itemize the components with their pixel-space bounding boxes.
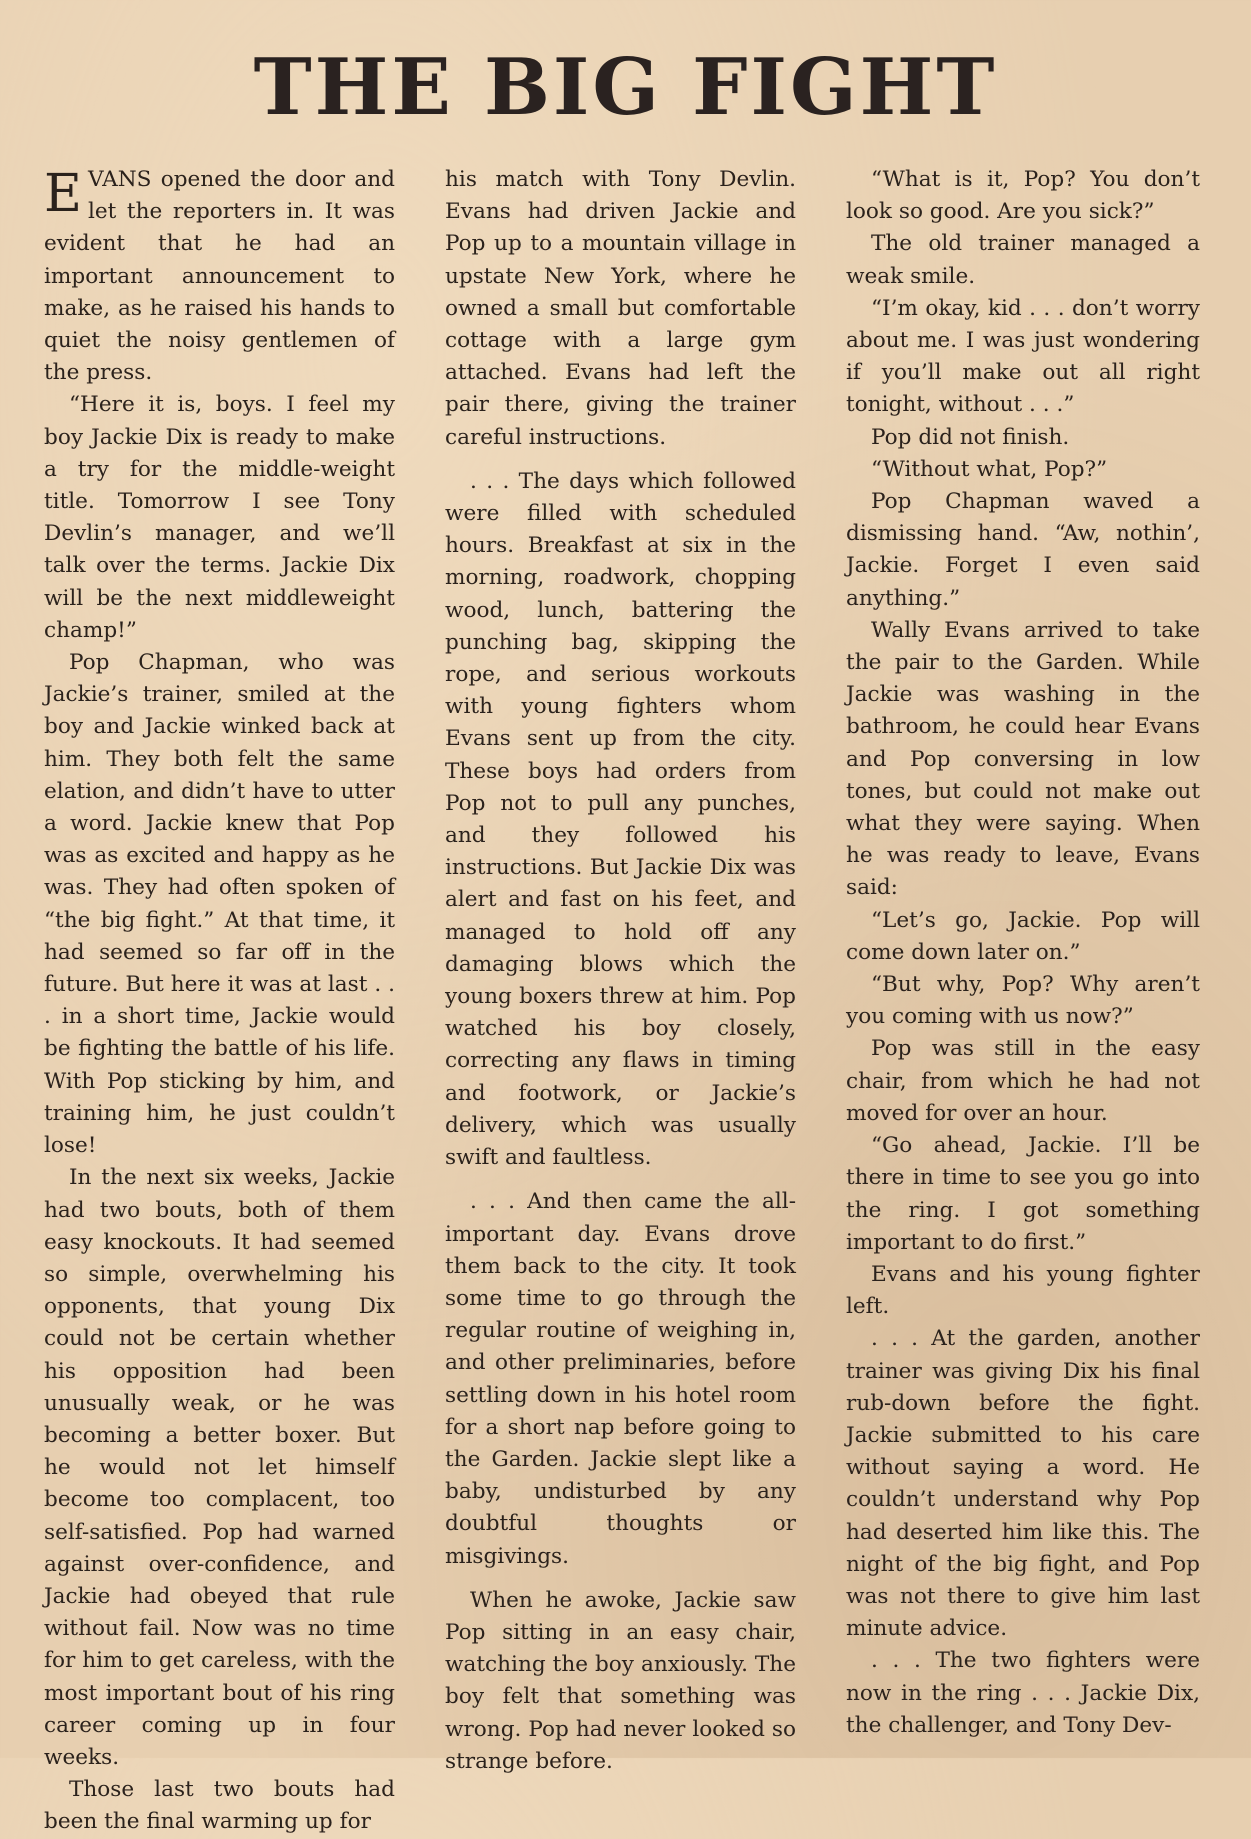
paragraph: “What is it, Pop? You don’t look so good. Are you sick?” bbox=[846, 167, 1200, 225]
story-title: THE BIG FIGHT bbox=[253, 42, 998, 133]
paragraph: Pop was still in the easy chair, from which he had not moved for over an hour. bbox=[846, 1036, 1200, 1126]
paragraph: . . . The days which followed were filled with scheduled hours. Breakfast at six in the morning, roadwork, chopping wood, lunch, battering the punching bag, skipping the rope, and serious workouts with young fighters whom Evans sent up from the city. These boys had orders from Pop not to pull any punches, and they followed his instructions. But Jackie Dix was alert and fast on his feet, and managed to hold off any damaging blows which the young boxers threw at him. Pop watched his boy closely, correcting any flaws in timing and footwork, or Jackie’s delivery, which was usually swift and faultless. bbox=[445, 468, 796, 1171]
drop-cap: E bbox=[44, 164, 82, 224]
paragraph: . . . At the garden, another trainer was giving Dix his final rub-down before the fight. Jackie submitted to his care without saying a word. He couldn’t understand why Pop had deserted him like this. The night of the big fight, and Pop was not there to give him last minute advice. bbox=[846, 1326, 1200, 1642]
paragraph: his match with Tony Devlin. Evans had driven Jackie and Pop up to a mountain village in upstate New York, where he owned a small but comfortable cottage with a large gym attached. Evans had left the pair there, giving the trainer careful instructions. bbox=[445, 167, 796, 450]
paragraph: The old trainer managed a weak smile. bbox=[846, 231, 1200, 289]
paragraph: Pop Chapman waved a dismissing hand. “Aw, nothin’, Jackie. Forget I even said anything.” bbox=[846, 489, 1200, 611]
paragraph: Those last two bouts had been the final warming up for bbox=[44, 1777, 395, 1835]
paragraph: When he awoke, Jackie saw Pop sitting in an easy chair, watching the boy anxiously. The boy felt that something was wrong. Pop had never looked so strange before. bbox=[445, 1587, 796, 1774]
paragraph: . . . And then came the all-important day. Evans drove them back to the city. It took some time to go through the regular routine of weighing in, and other preliminaries, before settling down in his hotel room for a short nap before going to the Garden. Jackie slept like a baby, undisturbed by any doubtful thoughts or misgivings. bbox=[445, 1189, 796, 1569]
paragraph: “Without what, Pop?” bbox=[871, 456, 1108, 482]
paragraph: In the next six weeks, Jackie had two bouts, both of them easy knockouts. It had seemed so simple, overwhelming his opponents, that young Dix could not be certain whether his opposition had been unusually weak, or he was becoming a better boxer. But he would not let himself become too complacent, too self-satisfied. Pop had warned against over-confidence, and Jackie had obeyed that rule without fail. Now was no time for him to get careless, with the most important bout of his ring career coming up in four weeks. bbox=[44, 1165, 395, 1770]
paragraph: “I’m okay, kid . . . don’t worry about me. I was just wondering if you’ll make out all right tonight, without . . .” bbox=[846, 295, 1200, 418]
paragraph: Evans and his young fighter left. bbox=[846, 1261, 1200, 1320]
text-column-2 bbox=[445, 164, 796, 1778]
paragraph: “Go ahead, Jackie. I’ll be there in time to see you go into the ring. I got something important to do first.” bbox=[846, 1133, 1200, 1255]
paragraph: EVANS opened the door and let the reporters in. It was evident that he had an important announcement to make, as he raised his hands to quiet the noisy gentlemen of the press. bbox=[44, 164, 395, 386]
paragraph: . . . The two fighters were now in the ring . . . Jackie Dix, the challenger, and Tony Dev- bbox=[846, 1648, 1200, 1738]
paragraph: “But why, Pop? Why aren’t you coming with us now?” bbox=[846, 972, 1200, 1030]
text-column-3 bbox=[846, 164, 1200, 1742]
paragraph: “Let’s go, Jackie. Pop will come down later on.” bbox=[846, 907, 1200, 965]
paragraph: Wally Evans arrived to take the pair to the Garden. While Jackie was washing in the bathroom, he could hear Evans and Pop conversing in low tones, but could not make out what they were saying. When he was ready to leave, Evans said: bbox=[846, 617, 1200, 901]
text-column-1 bbox=[44, 164, 395, 1839]
paragraph: Pop Chapman, who was Jackie’s trainer, smiled at the boy and Jackie winked back at him. They both felt the same elation, and didn’t have to utter a word. Jackie knew that Pop was as excited and happy as he was. They had often spoken of “the big fight.” At that time, it had seemed so far off in the future. But here it was at last . . . in a short time, Jackie would be fighting the battle of his life. With Pop sticking by him, and training him, he just couldn’t lose! bbox=[44, 650, 395, 1159]
paragraph: “Here it is, boys. I feel my boy Jackie Dix is ready to make a try for the middle-weight title. Tomorrow I see Tony Devlin’s manager, and we’ll talk over the terms. Jackie Dix will be the next middleweight champ!” bbox=[44, 392, 395, 643]
paragraph: Pop did not finish. bbox=[871, 424, 1070, 450]
